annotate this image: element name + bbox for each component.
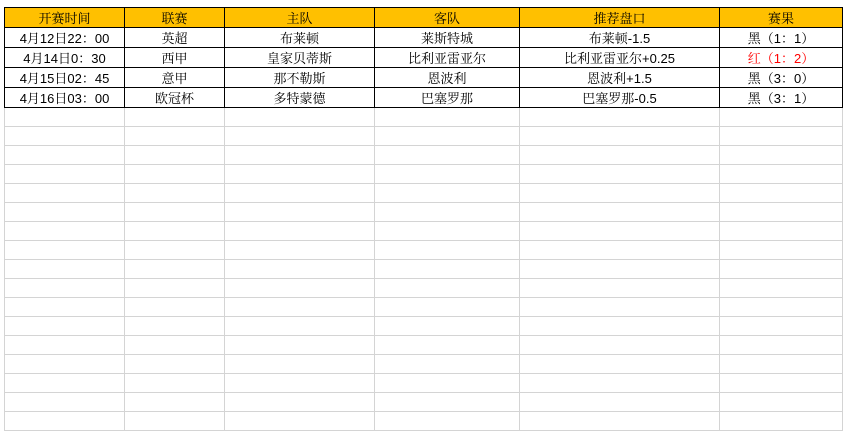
cell-pick[interactable]: 巴塞罗那-0.5 bbox=[520, 88, 720, 108]
empty-row[interactable] bbox=[5, 241, 843, 260]
empty-cell[interactable] bbox=[720, 317, 843, 336]
empty-cell[interactable] bbox=[125, 222, 225, 241]
cell-away-team[interactable]: 巴塞罗那 bbox=[375, 88, 520, 108]
empty-row[interactable] bbox=[5, 260, 843, 279]
empty-row[interactable] bbox=[5, 165, 843, 184]
cell-league[interactable]: 英超 bbox=[125, 28, 225, 48]
cell-home-team[interactable]: 皇家贝蒂斯 bbox=[225, 48, 375, 68]
table-row[interactable] bbox=[5, 48, 843, 68]
empty-cell[interactable] bbox=[125, 260, 225, 279]
empty-cell[interactable] bbox=[720, 260, 843, 279]
empty-cell[interactable] bbox=[125, 127, 225, 146]
empty-cell[interactable] bbox=[720, 146, 843, 165]
empty-cell[interactable] bbox=[520, 317, 720, 336]
empty-cell[interactable] bbox=[375, 127, 520, 146]
empty-cell[interactable] bbox=[125, 336, 225, 355]
empty-cell[interactable] bbox=[5, 412, 125, 431]
empty-cell[interactable] bbox=[5, 184, 125, 203]
cell-time[interactable]: 4月12日22：00 bbox=[5, 28, 125, 48]
empty-cell[interactable] bbox=[125, 393, 225, 412]
empty-cell[interactable] bbox=[225, 336, 375, 355]
empty-cell[interactable] bbox=[5, 374, 125, 393]
empty-cell[interactable] bbox=[125, 412, 225, 431]
empty-cell[interactable] bbox=[225, 222, 375, 241]
empty-row[interactable] bbox=[5, 317, 843, 336]
cell-away-team[interactable]: 比利亚雷亚尔 bbox=[375, 48, 520, 68]
empty-cell[interactable] bbox=[375, 203, 520, 222]
empty-cell[interactable] bbox=[125, 355, 225, 374]
empty-cell[interactable] bbox=[720, 184, 843, 203]
empty-cell[interactable] bbox=[375, 279, 520, 298]
empty-cell[interactable] bbox=[520, 279, 720, 298]
table-row[interactable] bbox=[5, 28, 843, 48]
empty-row[interactable] bbox=[5, 108, 843, 127]
empty-cell[interactable] bbox=[225, 165, 375, 184]
empty-cell[interactable] bbox=[225, 203, 375, 222]
empty-cell[interactable] bbox=[375, 412, 520, 431]
empty-cell[interactable] bbox=[225, 317, 375, 336]
empty-cell[interactable] bbox=[720, 108, 843, 127]
column-header-league[interactable]: 联赛 bbox=[125, 8, 225, 28]
empty-rows-body bbox=[5, 108, 843, 431]
empty-cell[interactable] bbox=[520, 298, 720, 317]
empty-cell[interactable] bbox=[225, 127, 375, 146]
empty-cell[interactable] bbox=[375, 298, 520, 317]
empty-cell[interactable] bbox=[720, 355, 843, 374]
empty-cell[interactable] bbox=[125, 241, 225, 260]
empty-cell[interactable] bbox=[5, 108, 125, 127]
empty-cell[interactable] bbox=[375, 393, 520, 412]
empty-row[interactable] bbox=[5, 393, 843, 412]
cell-pick[interactable]: 恩波利+1.5 bbox=[520, 68, 720, 88]
empty-cell[interactable] bbox=[225, 279, 375, 298]
cell-league[interactable]: 意甲 bbox=[125, 68, 225, 88]
empty-cell[interactable] bbox=[225, 374, 375, 393]
empty-row[interactable] bbox=[5, 355, 843, 374]
empty-cell[interactable] bbox=[125, 298, 225, 317]
empty-cell[interactable] bbox=[375, 222, 520, 241]
empty-cell[interactable] bbox=[520, 146, 720, 165]
empty-cell[interactable] bbox=[720, 393, 843, 412]
empty-cell[interactable] bbox=[225, 146, 375, 165]
empty-row[interactable] bbox=[5, 203, 843, 222]
empty-row[interactable] bbox=[5, 298, 843, 317]
empty-cell[interactable] bbox=[225, 393, 375, 412]
cell-league[interactable]: 西甲 bbox=[125, 48, 225, 68]
cell-result[interactable]: 黑（3：0） bbox=[720, 68, 843, 88]
empty-cell[interactable] bbox=[520, 184, 720, 203]
empty-cell[interactable] bbox=[225, 108, 375, 127]
empty-cell[interactable] bbox=[520, 260, 720, 279]
empty-cell[interactable] bbox=[5, 165, 125, 184]
empty-cell[interactable] bbox=[125, 279, 225, 298]
empty-cell[interactable] bbox=[520, 374, 720, 393]
cell-home-team[interactable]: 那不勒斯 bbox=[225, 68, 375, 88]
table-row[interactable] bbox=[5, 88, 843, 108]
empty-cell[interactable] bbox=[375, 184, 520, 203]
empty-cell[interactable] bbox=[225, 412, 375, 431]
empty-cell[interactable] bbox=[5, 222, 125, 241]
empty-cell[interactable] bbox=[520, 393, 720, 412]
cell-time[interactable]: 4月16日03：00 bbox=[5, 88, 125, 108]
empty-row[interactable] bbox=[5, 146, 843, 165]
empty-cell[interactable] bbox=[5, 127, 125, 146]
cell-time[interactable]: 4月15日02：45 bbox=[5, 68, 125, 88]
empty-cell[interactable] bbox=[720, 222, 843, 241]
empty-cell[interactable] bbox=[720, 412, 843, 431]
column-header-pick[interactable]: 推荐盘口 bbox=[520, 8, 720, 28]
empty-cell[interactable] bbox=[225, 298, 375, 317]
empty-cell[interactable] bbox=[720, 127, 843, 146]
empty-row[interactable] bbox=[5, 279, 843, 298]
empty-row[interactable] bbox=[5, 374, 843, 393]
empty-cell[interactable] bbox=[375, 355, 520, 374]
empty-cell[interactable] bbox=[125, 374, 225, 393]
empty-row[interactable] bbox=[5, 412, 843, 431]
empty-cell[interactable] bbox=[5, 393, 125, 412]
empty-cell[interactable] bbox=[125, 203, 225, 222]
empty-cell[interactable] bbox=[5, 203, 125, 222]
empty-cell[interactable] bbox=[225, 241, 375, 260]
empty-row[interactable] bbox=[5, 184, 843, 203]
empty-cell[interactable] bbox=[225, 355, 375, 374]
spreadsheet-sheet bbox=[0, 7, 862, 428]
cell-time[interactable]: 4月14日0：30 bbox=[5, 48, 125, 68]
empty-cell[interactable] bbox=[520, 203, 720, 222]
empty-cell[interactable] bbox=[225, 260, 375, 279]
empty-cell[interactable] bbox=[125, 165, 225, 184]
cell-league[interactable]: 欧冠杯 bbox=[125, 88, 225, 108]
empty-cell[interactable] bbox=[125, 184, 225, 203]
empty-cell[interactable] bbox=[5, 298, 125, 317]
empty-cell[interactable] bbox=[520, 241, 720, 260]
cell-pick[interactable]: 比利亚雷亚尔+0.25 bbox=[520, 48, 720, 68]
empty-cell[interactable] bbox=[375, 317, 520, 336]
empty-cell[interactable] bbox=[5, 336, 125, 355]
empty-cell[interactable] bbox=[520, 165, 720, 184]
empty-cell[interactable] bbox=[5, 260, 125, 279]
empty-cell[interactable] bbox=[5, 279, 125, 298]
empty-cell[interactable] bbox=[520, 355, 720, 374]
empty-row[interactable] bbox=[5, 336, 843, 355]
empty-cell[interactable] bbox=[125, 146, 225, 165]
empty-cell[interactable] bbox=[720, 374, 843, 393]
empty-cell[interactable] bbox=[125, 108, 225, 127]
table-body bbox=[5, 8, 843, 108]
empty-cell[interactable] bbox=[520, 412, 720, 431]
cell-pick[interactable]: 布莱顿-1.5 bbox=[520, 28, 720, 48]
cell-result[interactable]: 黑（1：1） bbox=[720, 28, 843, 48]
empty-cell[interactable] bbox=[5, 146, 125, 165]
empty-cell[interactable] bbox=[520, 127, 720, 146]
cell-result[interactable]: 红（1：2） bbox=[720, 48, 843, 68]
cell-home-team[interactable]: 布莱顿 bbox=[225, 28, 375, 48]
column-header-home-team[interactable]: 主队 bbox=[225, 8, 375, 28]
empty-cell[interactable] bbox=[375, 241, 520, 260]
empty-cell[interactable] bbox=[520, 222, 720, 241]
empty-row[interactable] bbox=[5, 127, 843, 146]
empty-cell[interactable] bbox=[375, 260, 520, 279]
empty-cell[interactable] bbox=[520, 336, 720, 355]
column-header-away-team[interactable]: 客队 bbox=[375, 8, 520, 28]
column-header-time[interactable]: 开赛时间 bbox=[5, 8, 125, 28]
cell-away-team[interactable]: 恩波利 bbox=[375, 68, 520, 88]
empty-cell[interactable] bbox=[520, 108, 720, 127]
table-header-row bbox=[5, 8, 843, 28]
empty-cell[interactable] bbox=[375, 165, 520, 184]
empty-cell[interactable] bbox=[375, 336, 520, 355]
cell-away-team[interactable]: 莱斯特城 bbox=[375, 28, 520, 48]
empty-cell[interactable] bbox=[5, 317, 125, 336]
empty-cell[interactable] bbox=[720, 279, 843, 298]
table-row[interactable] bbox=[5, 68, 843, 88]
empty-cell[interactable] bbox=[720, 298, 843, 317]
empty-cell[interactable] bbox=[720, 165, 843, 184]
column-header-result[interactable]: 赛果 bbox=[720, 8, 843, 28]
empty-cell[interactable] bbox=[375, 108, 520, 127]
empty-row[interactable] bbox=[5, 222, 843, 241]
empty-cell[interactable] bbox=[125, 317, 225, 336]
empty-cell[interactable] bbox=[5, 241, 125, 260]
empty-cell[interactable] bbox=[720, 241, 843, 260]
empty-cell[interactable] bbox=[5, 355, 125, 374]
empty-cell[interactable] bbox=[375, 146, 520, 165]
cell-result[interactable]: 黑（3：1） bbox=[720, 88, 843, 108]
cell-home-team[interactable]: 多特蒙德 bbox=[225, 88, 375, 108]
empty-cell[interactable] bbox=[225, 184, 375, 203]
empty-cell[interactable] bbox=[375, 374, 520, 393]
empty-cell[interactable] bbox=[720, 203, 843, 222]
empty-cell[interactable] bbox=[720, 336, 843, 355]
match-table bbox=[4, 7, 843, 431]
